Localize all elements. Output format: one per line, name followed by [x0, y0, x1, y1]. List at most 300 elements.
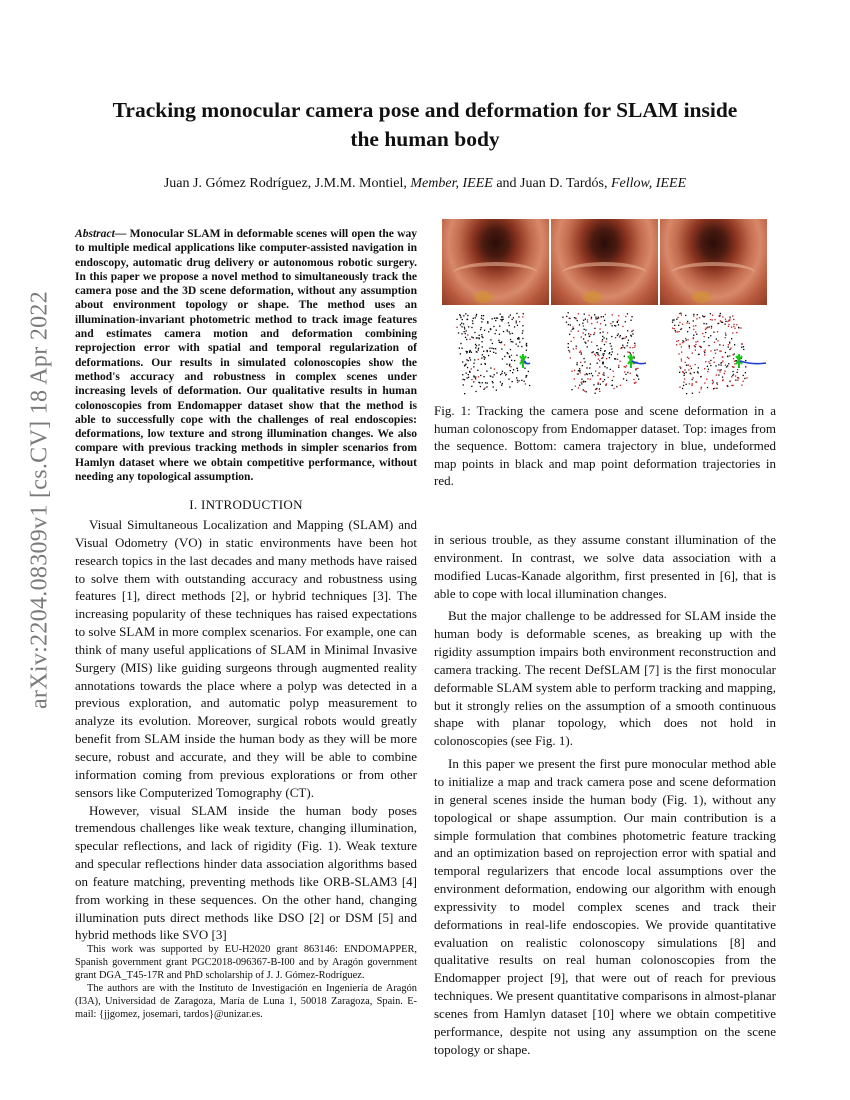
map-point	[463, 384, 464, 385]
map-point	[708, 369, 709, 370]
map-point	[494, 374, 495, 375]
map-point	[712, 319, 713, 320]
map-point	[618, 333, 619, 334]
map-point	[705, 329, 706, 330]
map-point	[529, 385, 530, 386]
map-point	[490, 367, 491, 368]
map-point	[587, 321, 588, 322]
section-heading: I. INTRODUCTION	[189, 497, 303, 512]
map-point	[632, 347, 633, 348]
map-point	[698, 367, 699, 368]
map-point	[745, 372, 746, 373]
map-point	[602, 341, 603, 342]
map-point	[727, 386, 728, 387]
map-point	[600, 379, 601, 380]
map-point	[725, 324, 726, 325]
map-point	[499, 326, 500, 327]
map-point	[681, 359, 682, 360]
map-point	[464, 328, 465, 329]
map-point	[466, 373, 467, 374]
map-point	[503, 319, 504, 320]
map-point	[484, 363, 485, 364]
map-point	[699, 392, 700, 393]
map-point	[466, 352, 467, 353]
map-point	[672, 322, 673, 323]
map-point	[598, 359, 599, 360]
map-point	[727, 321, 728, 322]
map-point	[673, 319, 674, 320]
map-point	[483, 356, 484, 357]
map-point	[600, 332, 601, 333]
map-point	[595, 371, 596, 372]
map-point	[571, 389, 572, 390]
map-point	[488, 355, 489, 356]
map-point	[588, 333, 589, 334]
map-point	[575, 318, 576, 319]
map-point	[729, 381, 730, 382]
map-point	[594, 332, 595, 333]
map-point	[722, 360, 723, 361]
map-point	[712, 380, 713, 381]
map-point	[580, 372, 581, 373]
map-point	[471, 352, 472, 353]
map-point	[629, 347, 630, 348]
map-point	[507, 330, 508, 331]
map-point	[605, 314, 606, 315]
map-point	[480, 386, 481, 387]
map-point	[570, 324, 571, 325]
map-point	[524, 381, 525, 382]
map-point	[489, 348, 490, 349]
map-point	[578, 313, 579, 314]
map-point	[585, 329, 586, 330]
map-point	[591, 317, 592, 318]
map-point	[505, 375, 506, 376]
map-point	[476, 314, 477, 315]
map-point	[620, 335, 621, 336]
map-point	[513, 317, 514, 318]
map-point	[477, 370, 478, 371]
map-point	[526, 375, 527, 376]
map-point	[620, 348, 621, 349]
map-point	[468, 360, 469, 361]
map-point	[584, 314, 585, 315]
map-point	[487, 350, 488, 351]
map-point	[693, 377, 694, 378]
map-point	[623, 378, 624, 379]
map-point	[585, 319, 586, 320]
map-point	[714, 388, 715, 389]
figure-caption: Fig. 1: Tracking the camera pose and scene deformation in a human colonoscopy from Endomapper dataset. Top: images from the sequence. Bottom: camera trajectory in blue, undeformed map points in black and map point deformation trajectories in red.	[434, 403, 776, 488]
map-point	[627, 330, 628, 331]
map-point	[724, 371, 725, 372]
map-point	[465, 313, 466, 314]
map-point	[482, 382, 483, 383]
map-point	[720, 320, 721, 321]
map-point	[481, 321, 482, 322]
map-point	[626, 380, 627, 381]
map-point	[495, 320, 496, 321]
map-point	[486, 386, 487, 387]
map-point	[584, 329, 585, 330]
map-point	[725, 337, 726, 338]
map-point	[599, 360, 600, 361]
map-point	[710, 350, 711, 351]
map-point	[473, 363, 474, 364]
map-point	[478, 349, 479, 350]
map-point	[473, 381, 474, 382]
map-point	[509, 333, 510, 334]
map-point	[502, 316, 503, 317]
map-point	[500, 319, 501, 320]
map-point	[738, 327, 739, 328]
map-point	[474, 332, 475, 333]
map-point	[684, 369, 685, 370]
map-point	[478, 376, 479, 377]
map-point	[602, 339, 603, 340]
map-point	[704, 352, 705, 353]
funding-footnote: This work was supported by EU-H2020 grant 863146: ENDOMAPPER, Spanish government grant PGC2018-096367-B-I00 and by Aragón government grant DGA_T45-17R and PhD scholarship of J. J. Gómez-Rodríguez.	[75, 944, 417, 981]
map-point	[631, 316, 632, 317]
map-point	[620, 385, 621, 386]
map-point	[717, 323, 718, 324]
map-point	[501, 341, 502, 342]
map-point	[682, 324, 683, 325]
map-point	[703, 316, 704, 317]
map-point	[628, 340, 629, 341]
map-point	[732, 375, 733, 376]
map-point	[688, 365, 689, 366]
map-point	[605, 341, 606, 342]
map-point	[523, 313, 524, 314]
map-point	[521, 380, 522, 381]
map-point	[501, 373, 502, 374]
map-point	[456, 327, 457, 328]
map-point	[595, 318, 596, 319]
map-point	[577, 373, 578, 374]
map-point	[462, 361, 463, 362]
map-point	[595, 393, 596, 394]
map-point	[459, 348, 460, 349]
map-point	[481, 315, 482, 316]
map-point	[627, 372, 628, 373]
map-point	[728, 363, 729, 364]
map-point	[717, 340, 718, 341]
map-point	[722, 356, 723, 357]
map-point	[703, 323, 704, 324]
map-point	[578, 387, 579, 388]
map-point	[615, 337, 616, 338]
map-point	[675, 331, 676, 332]
map-point	[591, 318, 592, 319]
map-point	[509, 365, 510, 366]
map-point	[509, 356, 510, 357]
map-point	[683, 382, 684, 383]
map-point	[603, 316, 604, 317]
map-point	[500, 381, 501, 382]
map-point	[736, 360, 737, 361]
map-point	[488, 331, 489, 332]
map-point	[677, 331, 678, 332]
intro-paragraph: In this paper we present the first pure monocular method able to initialize a map and track camera pose and scene deformation in general scenes inside the human body (Fig. 1), without any topological or shape assumption. Our main contribution is a simple formulation that combines photometric feature tracking and an optimization based on reprojection error with spatial and temporal regularizers that encode local assumptions over the environment deformation, endowing our algorithm with enough expressivity to model complex scenes and track their deformations in real-life endoscopies. We provide quantitative evaluation on realistic colonoscopy simulations [8] and qualitative results on real human colonoscopies from the Endomapper project [9], that were out of reach for previous techniques. We present quantitative comparisons in almost-planar scenes from Hamlyn dataset [10] where we obtain competitive performance, despite not using any assumption on the scene topology or shape.	[434, 756, 776, 1057]
figure-colonoscopy-images	[442, 219, 767, 305]
map-point	[471, 368, 472, 369]
map-point	[485, 382, 486, 383]
map-point	[460, 343, 461, 344]
map-point	[511, 360, 512, 361]
map-point	[513, 369, 514, 370]
map-point	[577, 320, 578, 321]
map-point	[597, 375, 598, 376]
map-point	[501, 320, 502, 321]
map-point	[611, 346, 612, 347]
map-point	[734, 353, 735, 354]
map-point	[630, 320, 631, 321]
map-point	[632, 333, 633, 334]
map-point	[735, 375, 736, 376]
map-point	[624, 366, 625, 367]
map-point	[516, 377, 517, 378]
map-point	[460, 353, 461, 354]
map-point	[613, 388, 614, 389]
map-point	[584, 374, 585, 375]
map-point	[471, 379, 472, 380]
map-point	[704, 382, 705, 383]
map-point	[687, 357, 688, 358]
map-point	[717, 369, 718, 370]
point-cloud-panel	[672, 313, 766, 395]
map-point	[715, 365, 716, 366]
map-point	[732, 315, 733, 316]
map-point	[682, 371, 683, 372]
map-point	[676, 341, 677, 342]
map-point	[496, 372, 497, 373]
map-point	[675, 330, 676, 331]
map-point	[622, 345, 623, 346]
map-point	[634, 347, 635, 348]
map-point	[510, 315, 511, 316]
map-point	[496, 317, 497, 318]
map-point	[674, 328, 675, 329]
map-point	[587, 346, 588, 347]
map-point	[472, 320, 473, 321]
colonoscopy-frame	[660, 219, 767, 305]
map-point	[618, 320, 619, 321]
map-point	[599, 328, 600, 329]
map-point	[475, 376, 476, 377]
map-point	[729, 342, 730, 343]
map-point	[598, 384, 599, 385]
map-point	[581, 354, 582, 355]
map-point	[508, 322, 509, 323]
map-point	[740, 327, 741, 328]
map-point	[517, 382, 518, 383]
map-point	[612, 380, 613, 381]
map-point	[709, 326, 710, 327]
map-point	[465, 337, 466, 338]
map-point	[493, 352, 494, 353]
map-point	[464, 331, 465, 332]
map-point	[595, 355, 596, 356]
map-point	[594, 314, 595, 315]
map-point	[518, 380, 519, 381]
map-point	[463, 315, 464, 316]
map-point	[593, 351, 594, 352]
map-point	[605, 324, 606, 325]
author-names-1: Juan J. Gómez Rodríguez, J.M.M. Montiel,	[163, 176, 411, 191]
map-point	[604, 351, 605, 352]
map-point	[589, 367, 590, 368]
map-point	[469, 372, 470, 373]
map-point	[730, 348, 731, 349]
map-point	[630, 373, 631, 374]
map-point	[698, 372, 699, 373]
map-point	[461, 333, 462, 334]
author-role-1: Member, IEEE	[410, 176, 493, 191]
map-point	[525, 383, 526, 384]
map-point	[570, 357, 571, 358]
map-point	[694, 372, 695, 373]
map-point	[731, 376, 732, 377]
map-point	[467, 334, 468, 335]
map-point	[620, 361, 621, 362]
map-point	[573, 337, 574, 338]
map-point	[738, 378, 739, 379]
map-point	[693, 337, 694, 338]
map-point	[597, 322, 598, 323]
map-point	[490, 339, 491, 340]
map-point	[735, 380, 736, 381]
map-point	[522, 333, 523, 334]
map-point	[619, 336, 620, 337]
map-point	[713, 381, 714, 382]
map-point	[512, 333, 513, 334]
map-point	[708, 345, 709, 346]
map-point	[597, 352, 598, 353]
map-point	[493, 348, 494, 349]
map-point	[482, 354, 483, 355]
map-point	[509, 386, 510, 387]
map-point	[678, 325, 679, 326]
map-point	[737, 380, 738, 381]
map-point	[573, 348, 574, 349]
intro-paragraph: in serious trouble, as they assume constant illumination of the environment. In contrast, we solve data association with a modified Lucas-Kanade algorithm, first presented in [6], that is able to cope with local illumination changes.	[434, 532, 776, 601]
map-point	[493, 386, 494, 387]
point-cloud-panel	[456, 313, 530, 395]
map-point	[705, 349, 706, 350]
map-point	[602, 357, 603, 358]
map-point	[681, 352, 682, 353]
map-point	[629, 352, 630, 353]
map-point	[470, 359, 471, 360]
map-point	[506, 364, 507, 365]
map-point	[468, 326, 469, 327]
map-point	[466, 359, 467, 360]
map-point	[672, 328, 673, 329]
map-point	[726, 366, 727, 367]
map-point	[584, 390, 585, 391]
intro-paragraph: But the major challenge to be addressed for SLAM inside the human body is deformable scenes, as breaking up with the rigidity assumption impairs both environment reconstruction and camera tracking. The recent DefSLAM [7] is the first monocular deformable SLAM system able to perform tracking and mapping, but it strongly relies on the assumption of a smooth continuous shape with planar topology, which does not hold in colonoscopies (see Fig. 1).	[434, 608, 776, 749]
map-point	[481, 358, 482, 359]
map-point	[483, 389, 484, 390]
map-point	[611, 336, 612, 337]
map-point	[731, 327, 732, 328]
map-point	[514, 360, 515, 361]
map-point	[583, 320, 584, 321]
map-point	[624, 347, 625, 348]
map-point	[624, 338, 625, 339]
map-point	[680, 368, 681, 369]
map-point	[684, 373, 685, 374]
map-point	[687, 339, 688, 340]
map-point	[501, 385, 502, 386]
map-point	[473, 366, 474, 367]
map-point	[602, 374, 603, 375]
map-point	[725, 321, 726, 322]
map-point	[586, 367, 587, 368]
map-point	[733, 326, 734, 327]
map-point	[617, 335, 618, 336]
map-point	[725, 333, 726, 334]
intro-right-column	[434, 531, 776, 1058]
map-point	[493, 326, 494, 327]
affiliation-footnote: The authors are with the Instituto de Investigación en Ingeniería de Aragón (I3A), Universidad de Zaragoza, María de Luna 1, 50018 Zaragoza, Spain. E-mail: {jjgomez, josemari, tardos}@unizar.es.	[75, 983, 417, 1020]
map-point	[490, 375, 491, 376]
map-point	[593, 334, 594, 335]
map-point	[743, 375, 744, 376]
map-point	[733, 324, 734, 325]
map-point	[463, 379, 464, 380]
map-point	[605, 385, 606, 386]
map-point	[723, 345, 724, 346]
map-point	[464, 379, 465, 380]
map-point	[581, 352, 582, 353]
map-point	[517, 370, 518, 371]
map-point	[710, 360, 711, 361]
map-point	[699, 346, 700, 347]
map-point	[522, 325, 523, 326]
map-point	[504, 356, 505, 357]
map-point	[737, 372, 738, 373]
map-point	[510, 370, 511, 371]
arxiv-id[interactable]: arXiv:2204.08309v1 [cs.CV] 18 Apr 2022	[26, 290, 53, 710]
map-point	[598, 318, 599, 319]
map-point	[712, 383, 713, 384]
map-point	[633, 352, 634, 353]
map-point	[709, 363, 710, 364]
map-point	[584, 361, 585, 362]
map-point	[725, 352, 726, 353]
map-point	[689, 327, 690, 328]
map-point	[613, 376, 614, 377]
map-point	[706, 379, 707, 380]
map-point	[466, 339, 467, 340]
map-point	[697, 341, 698, 342]
map-point	[600, 323, 601, 324]
map-point	[590, 379, 591, 380]
map-point	[695, 331, 696, 332]
map-point	[688, 369, 689, 370]
intro-left-column	[75, 516, 417, 944]
map-point	[461, 323, 462, 324]
map-point	[638, 379, 639, 380]
map-point	[597, 363, 598, 364]
map-point	[578, 370, 579, 371]
map-point	[604, 344, 605, 345]
map-point	[502, 383, 503, 384]
map-point	[460, 324, 461, 325]
map-point	[499, 334, 500, 335]
